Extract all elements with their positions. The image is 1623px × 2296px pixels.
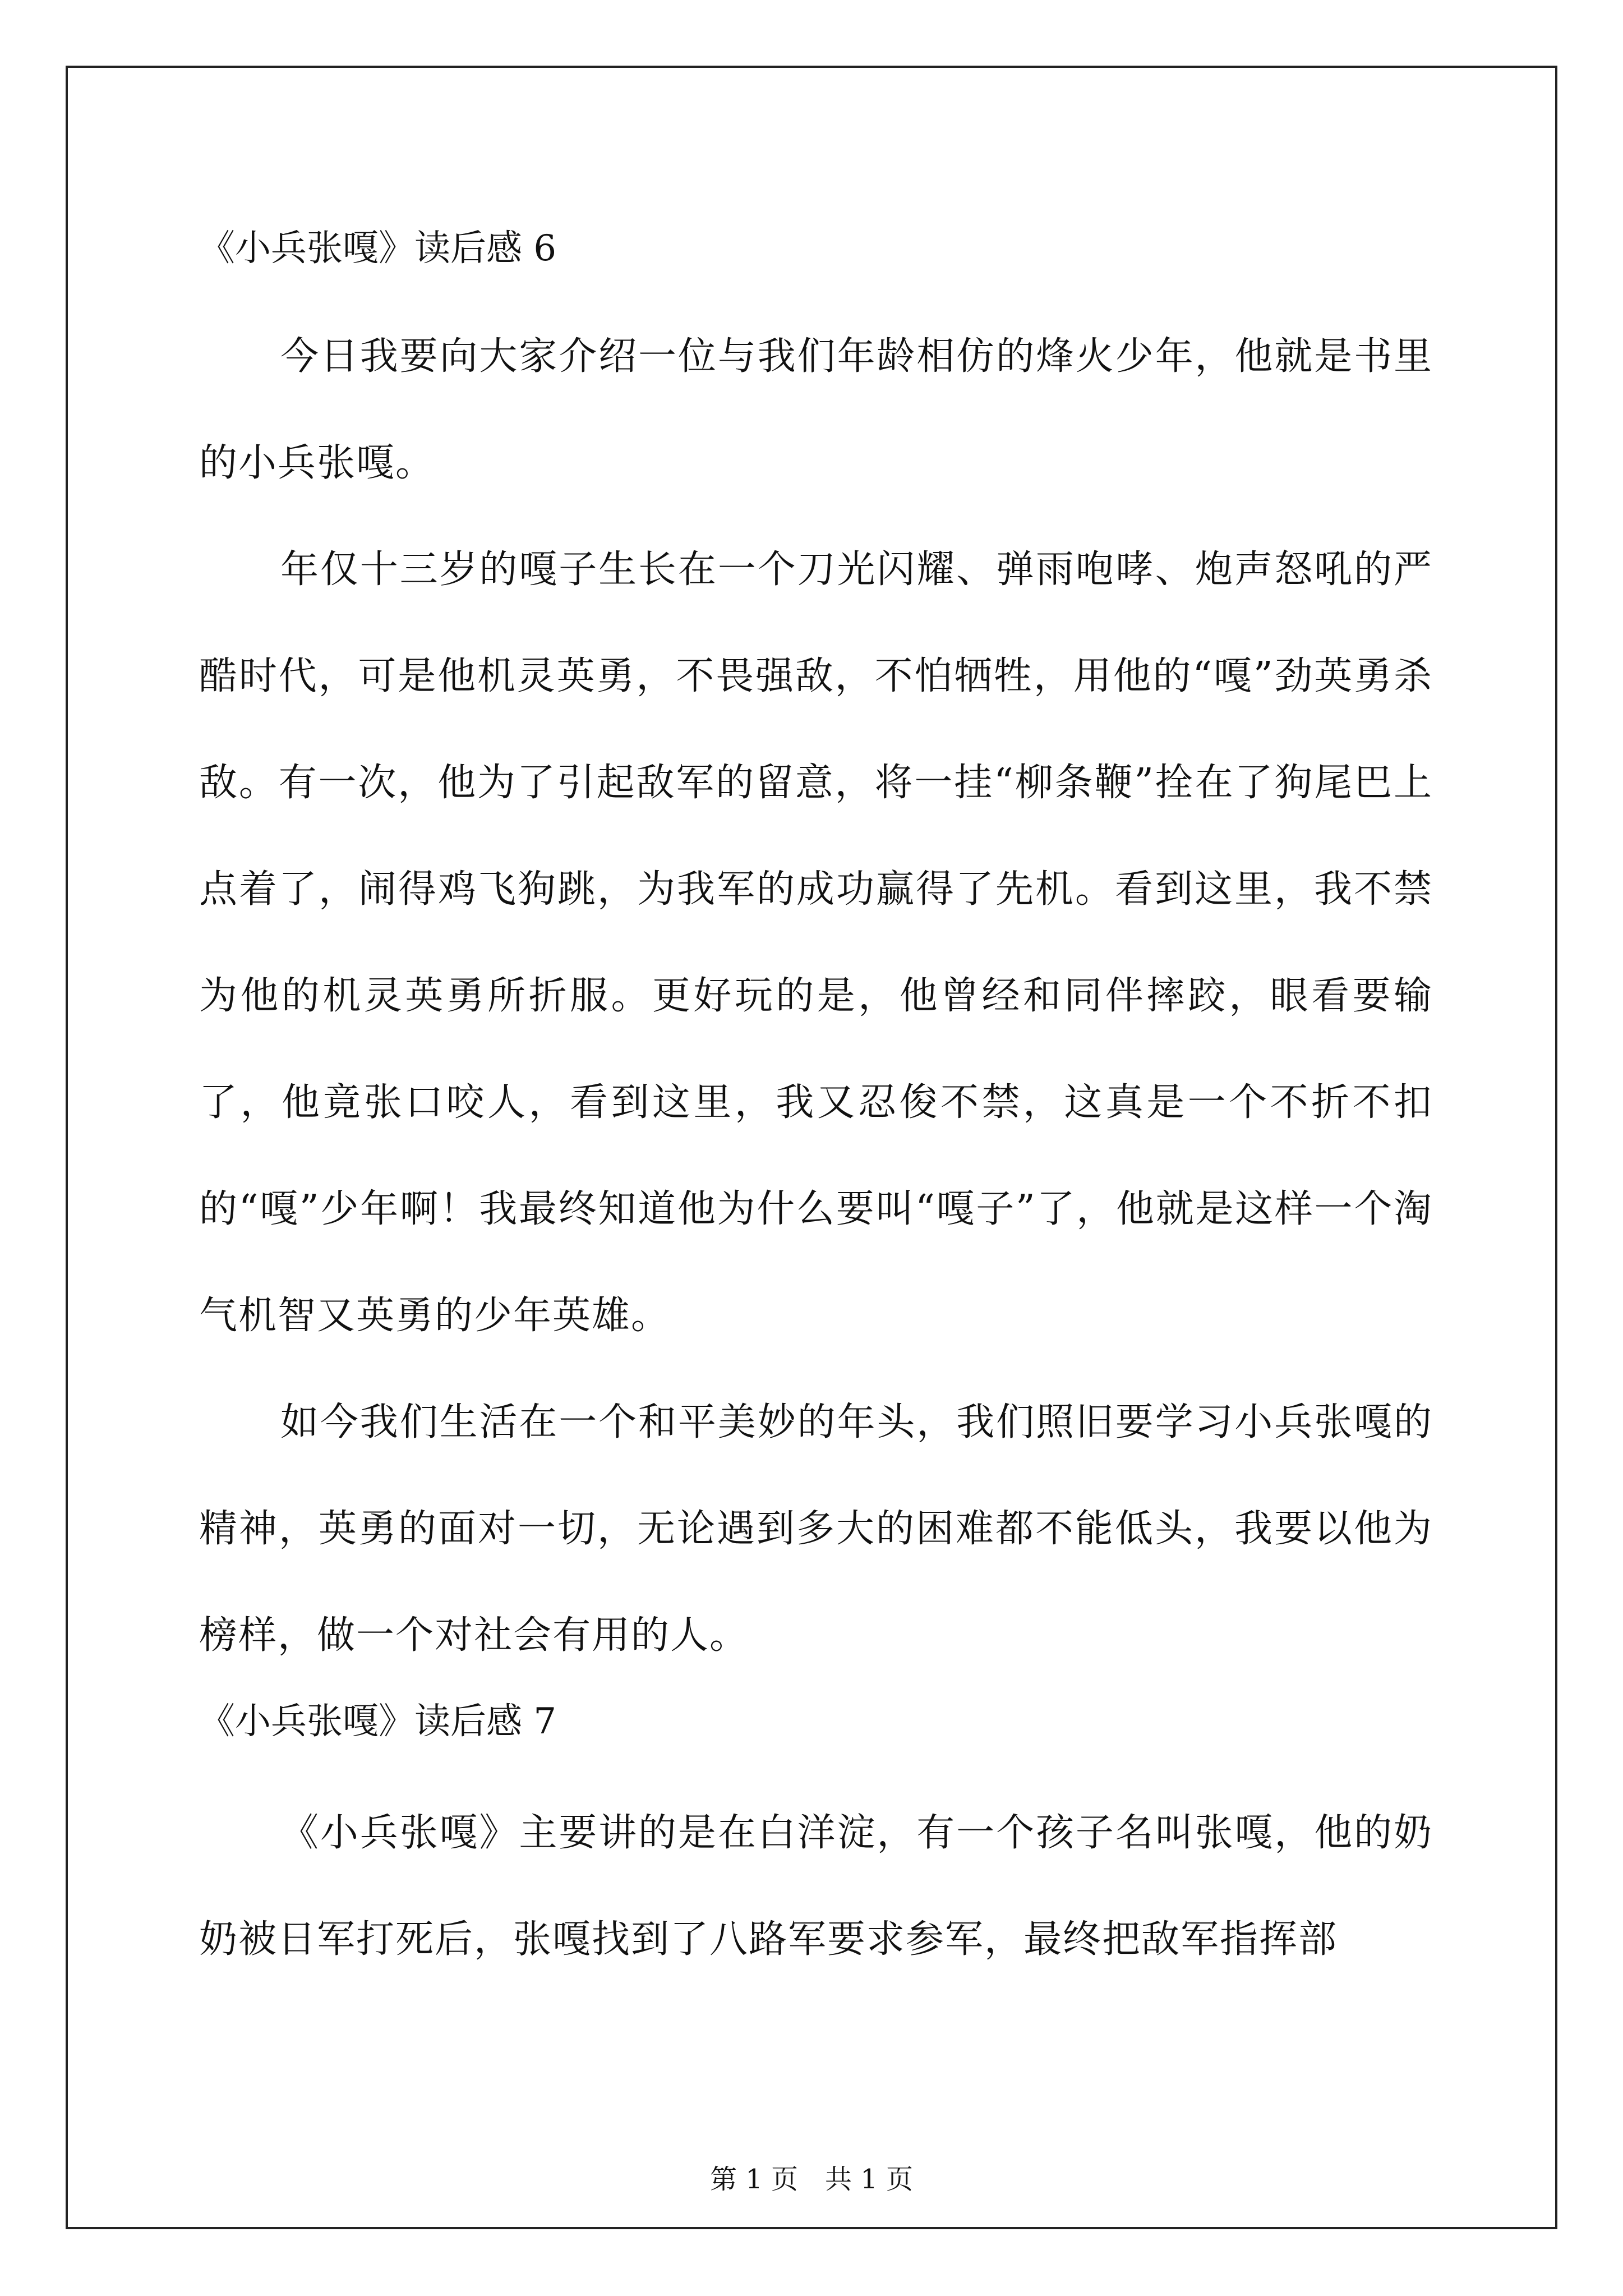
paragraph: 今日我要向大家介绍一位与我们年龄相仿的烽火少年，他就是书里的小兵张嘎。 [199,334,1433,485]
page-footer: 第 1 页 共 1 页 [709,2164,914,2195]
paragraph: 《小兵张嘎》主要讲的是在白洋淀，有一个孩子名叫张嘎，他的奶奶被日军打死后，张嘎找到了八路军要求参军，最终把敌军指挥部 [199,1811,1433,1962]
paragraph: 如今我们生活在一个和平美妙的年头，我们照旧要学习小兵张嘎的精神，英勇的面对一切，无论遇到多大的困难都不能低头，我要以他为榜样，做一个对社会有用的人。 [199,1400,1433,1658]
section-heading-6: 《小兵张嘎》读后感 6 [199,228,557,269]
section-heading-7: 《小兵张嘎》读后感 7 [199,1701,557,1742]
paragraph: 年仅十三岁的嘎子生长在一个刀光闪耀、弹雨咆哮、炮声怒吼的严酷时代，可是他机灵英勇，不畏强敌，不怕牺牲，用他的“嘎”劲英勇杀敌。有一次，他为了引起敌军的留意，将一挂“柳条鞭”拴在了狗尾巴上点着了，闹得鸡飞狗跳，为我军的成功赢得了先机。看到这里，我不禁为他的机灵英勇所折服。更好玩的是，他曾经和同伴摔跤，眼看要输了，他竟张口咬人，看到这里，我又忍俊不禁，这真是一个不折不扣的“嘎”少年啊！我最终知道他为什么要叫“嘎子”了，他就是这样一个淘气机智又英勇的少年英雄。 [199,547,1433,1338]
document-body [199,222,1433,1993]
